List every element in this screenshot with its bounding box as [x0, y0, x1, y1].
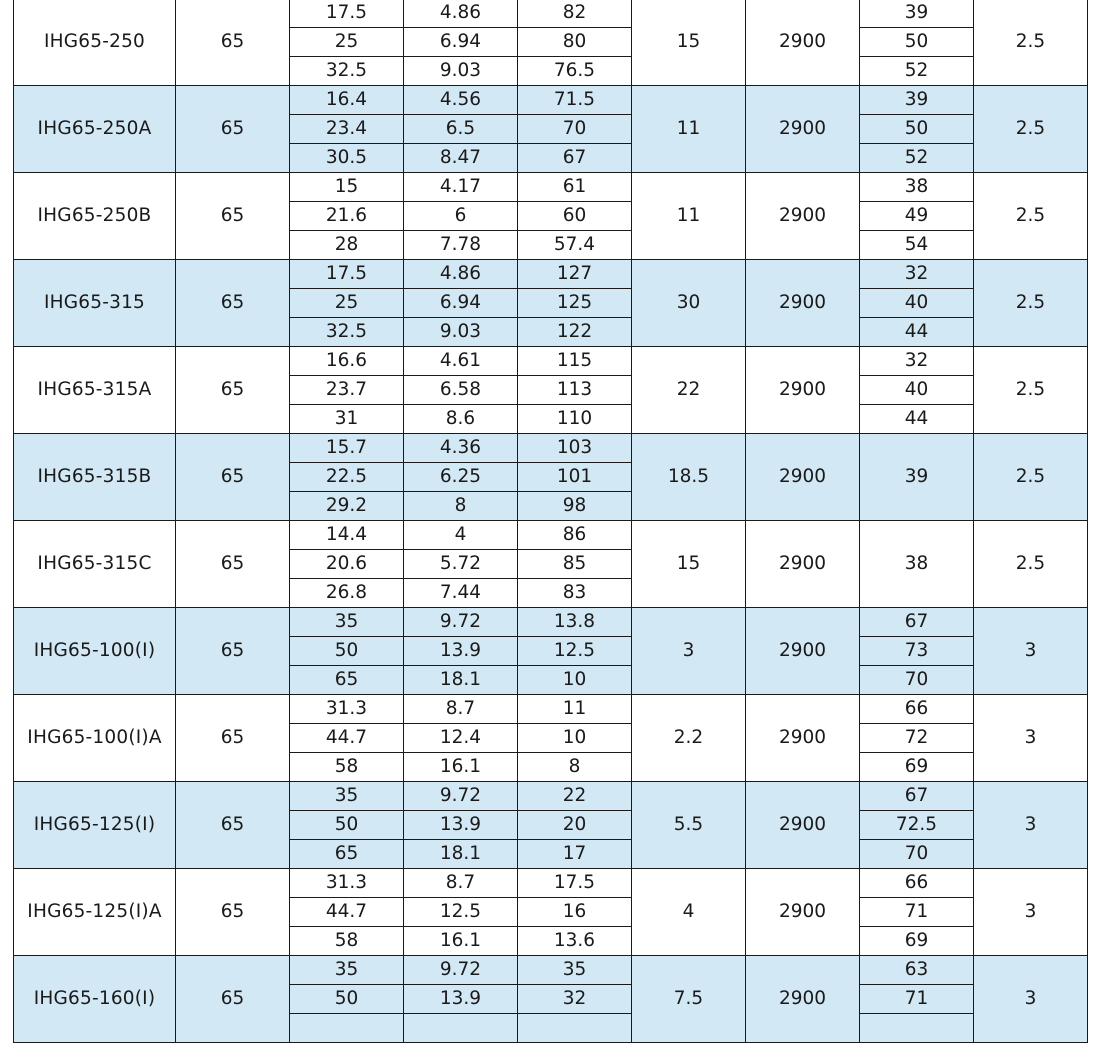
flow-ls-cell: 9.03	[404, 57, 518, 86]
flow-m3h-cell: 58	[290, 927, 404, 956]
flow-m3h-cell: 50	[290, 811, 404, 840]
flow-m3h-cell: 44.7	[290, 898, 404, 927]
pump-table-body	[14, 0, 1088, 1043]
speed-cell: 2900	[746, 434, 860, 521]
head-cell: 76.5	[518, 57, 632, 86]
flow-m3h-cell: 35	[290, 956, 404, 985]
power-cell: 3	[632, 608, 746, 695]
dn-cell: 65	[176, 86, 290, 173]
dn-cell: 65	[176, 173, 290, 260]
flow-m3h-cell: 22.5	[290, 463, 404, 492]
speed-cell: 2900	[746, 608, 860, 695]
head-cell: 83	[518, 579, 632, 608]
head-cell: 17	[518, 840, 632, 869]
speed-cell: 2900	[746, 173, 860, 260]
flow-ls-cell: 12.5	[404, 898, 518, 927]
flow-ls-cell: 6.94	[404, 289, 518, 318]
head-cell: 70	[518, 115, 632, 144]
table-row	[14, 782, 1088, 811]
power-cell: 11	[632, 173, 746, 260]
flow-ls-cell: 16.1	[404, 753, 518, 782]
npshr-cell: 2.5	[974, 347, 1088, 434]
efficiency-cell: 40	[860, 289, 974, 318]
model-cell: IHG65-100(I)A	[14, 695, 176, 782]
model-cell: IHG65-125(I)A	[14, 869, 176, 956]
head-cell: 16	[518, 898, 632, 927]
flow-m3h-cell: 23.7	[290, 376, 404, 405]
flow-m3h-cell: 50	[290, 985, 404, 1014]
head-cell: 17.5	[518, 869, 632, 898]
power-cell: 2.2	[632, 695, 746, 782]
efficiency-cell: 66	[860, 869, 974, 898]
power-cell: 22	[632, 347, 746, 434]
head-cell: 61	[518, 173, 632, 202]
head-cell: 13.8	[518, 608, 632, 637]
efficiency-cell: 63	[860, 956, 974, 985]
head-cell: 32	[518, 985, 632, 1014]
npshr-cell: 3	[974, 956, 1088, 1043]
efficiency-cell	[860, 1014, 974, 1043]
speed-cell: 2900	[746, 695, 860, 782]
table-row	[14, 347, 1088, 376]
power-cell: 18.5	[632, 434, 746, 521]
flow-ls-cell: 6.5	[404, 115, 518, 144]
flow-m3h-cell: 32.5	[290, 57, 404, 86]
flow-ls-cell: 9.72	[404, 782, 518, 811]
flow-ls-cell: 9.03	[404, 318, 518, 347]
efficiency-cell: 52	[860, 144, 974, 173]
flow-m3h-cell: 30.5	[290, 144, 404, 173]
flow-ls-cell: 8.7	[404, 695, 518, 724]
head-cell: 10	[518, 666, 632, 695]
dn-cell: 65	[176, 521, 290, 608]
flow-m3h-cell: 21.6	[290, 202, 404, 231]
flow-ls-cell: 12.4	[404, 724, 518, 753]
efficiency-cell: 39	[860, 86, 974, 115]
flow-m3h-cell: 35	[290, 782, 404, 811]
head-cell: 82	[518, 0, 632, 28]
speed-cell: 2900	[746, 956, 860, 1043]
head-cell: 20	[518, 811, 632, 840]
efficiency-cell: 32	[860, 260, 974, 289]
table-row	[14, 173, 1088, 202]
flow-m3h-cell: 14.4	[290, 521, 404, 550]
npshr-cell: 2.5	[974, 86, 1088, 173]
npshr-cell: 2.5	[974, 521, 1088, 608]
table-row	[14, 521, 1088, 550]
head-cell: 11	[518, 695, 632, 724]
dn-cell: 65	[176, 608, 290, 695]
efficiency-cell: 32	[860, 347, 974, 376]
flow-ls-cell: 4.56	[404, 86, 518, 115]
flow-m3h-cell: 50	[290, 637, 404, 666]
flow-m3h-cell: 15.7	[290, 434, 404, 463]
efficiency-cell: 50	[860, 115, 974, 144]
flow-ls-cell: 4.17	[404, 173, 518, 202]
dn-cell: 65	[176, 782, 290, 869]
head-cell: 122	[518, 318, 632, 347]
head-cell: 8	[518, 753, 632, 782]
head-cell: 101	[518, 463, 632, 492]
dn-cell: 65	[176, 434, 290, 521]
flow-ls-cell: 13.9	[404, 985, 518, 1014]
table-row	[14, 956, 1088, 985]
flow-ls-cell: 4.86	[404, 0, 518, 28]
efficiency-cell: 73	[860, 637, 974, 666]
efficiency-cell: 67	[860, 608, 974, 637]
efficiency-cell: 67	[860, 782, 974, 811]
flow-m3h-cell: 31	[290, 405, 404, 434]
speed-cell: 2900	[746, 347, 860, 434]
flow-ls-cell: 8.6	[404, 405, 518, 434]
head-cell: 86	[518, 521, 632, 550]
model-cell: IHG65-160(I)	[14, 956, 176, 1043]
flow-m3h-cell: 17.5	[290, 260, 404, 289]
flow-m3h-cell	[290, 1014, 404, 1043]
flow-m3h-cell: 16.4	[290, 86, 404, 115]
head-cell: 115	[518, 347, 632, 376]
flow-ls-cell: 6.94	[404, 28, 518, 57]
flow-m3h-cell: 31.3	[290, 869, 404, 898]
head-cell: 71.5	[518, 86, 632, 115]
power-cell: 5.5	[632, 782, 746, 869]
power-cell: 15	[632, 521, 746, 608]
flow-m3h-cell: 44.7	[290, 724, 404, 753]
npshr-cell: 3	[974, 869, 1088, 956]
efficiency-cell: 39	[860, 434, 974, 521]
speed-cell: 2900	[746, 86, 860, 173]
head-cell: 98	[518, 492, 632, 521]
flow-ls-cell	[404, 1014, 518, 1043]
flow-m3h-cell: 65	[290, 840, 404, 869]
efficiency-cell: 72.5	[860, 811, 974, 840]
efficiency-cell: 38	[860, 173, 974, 202]
head-cell: 113	[518, 376, 632, 405]
efficiency-cell: 50	[860, 28, 974, 57]
model-cell: IHG65-315B	[14, 434, 176, 521]
model-cell: IHG65-250	[14, 0, 176, 86]
model-cell: IHG65-250A	[14, 86, 176, 173]
table-row	[14, 434, 1088, 463]
model-cell: IHG65-315C	[14, 521, 176, 608]
head-cell: 85	[518, 550, 632, 579]
head-cell: 10	[518, 724, 632, 753]
head-cell: 125	[518, 289, 632, 318]
table-row	[14, 869, 1088, 898]
table-row	[14, 0, 1088, 28]
efficiency-cell: 72	[860, 724, 974, 753]
flow-ls-cell: 13.9	[404, 811, 518, 840]
model-cell: IHG65-315A	[14, 347, 176, 434]
efficiency-cell: 40	[860, 376, 974, 405]
flow-m3h-cell: 25	[290, 289, 404, 318]
dn-cell: 65	[176, 0, 290, 86]
efficiency-cell: 66	[860, 695, 974, 724]
efficiency-cell: 44	[860, 405, 974, 434]
head-cell: 127	[518, 260, 632, 289]
flow-m3h-cell: 20.6	[290, 550, 404, 579]
power-cell: 30	[632, 260, 746, 347]
flow-ls-cell: 7.78	[404, 231, 518, 260]
head-cell	[518, 1014, 632, 1043]
dn-cell: 65	[176, 956, 290, 1043]
head-cell: 13.6	[518, 927, 632, 956]
flow-m3h-cell: 25	[290, 28, 404, 57]
efficiency-cell: 70	[860, 666, 974, 695]
dn-cell: 65	[176, 260, 290, 347]
flow-ls-cell: 5.72	[404, 550, 518, 579]
head-cell: 57.4	[518, 231, 632, 260]
flow-ls-cell: 4.61	[404, 347, 518, 376]
flow-m3h-cell: 32.5	[290, 318, 404, 347]
flow-m3h-cell: 28	[290, 231, 404, 260]
head-cell: 60	[518, 202, 632, 231]
model-cell: IHG65-315	[14, 260, 176, 347]
speed-cell: 2900	[746, 782, 860, 869]
model-cell: IHG65-250B	[14, 173, 176, 260]
npshr-cell: 3	[974, 608, 1088, 695]
flow-m3h-cell: 26.8	[290, 579, 404, 608]
head-cell: 35	[518, 956, 632, 985]
npshr-cell: 2.5	[974, 0, 1088, 86]
flow-ls-cell: 7.44	[404, 579, 518, 608]
flow-ls-cell: 9.72	[404, 956, 518, 985]
dn-cell: 65	[176, 347, 290, 434]
head-cell: 110	[518, 405, 632, 434]
npshr-cell: 3	[974, 782, 1088, 869]
model-cell: IHG65-125(I)	[14, 782, 176, 869]
power-cell: 15	[632, 0, 746, 86]
efficiency-cell: 44	[860, 318, 974, 347]
flow-ls-cell: 4.36	[404, 434, 518, 463]
head-cell: 67	[518, 144, 632, 173]
flow-ls-cell: 6.25	[404, 463, 518, 492]
flow-m3h-cell: 65	[290, 666, 404, 695]
flow-ls-cell: 8.47	[404, 144, 518, 173]
flow-ls-cell: 8	[404, 492, 518, 521]
efficiency-cell: 70	[860, 840, 974, 869]
npshr-cell: 3	[974, 695, 1088, 782]
npshr-cell: 2.5	[974, 434, 1088, 521]
table-row	[14, 608, 1088, 637]
flow-m3h-cell: 16.6	[290, 347, 404, 376]
model-cell: IHG65-100(I)	[14, 608, 176, 695]
head-cell: 12.5	[518, 637, 632, 666]
flow-m3h-cell: 15	[290, 173, 404, 202]
speed-cell: 2900	[746, 0, 860, 86]
flow-ls-cell: 18.1	[404, 840, 518, 869]
flow-m3h-cell: 31.3	[290, 695, 404, 724]
flow-ls-cell: 4	[404, 521, 518, 550]
flow-ls-cell: 4.86	[404, 260, 518, 289]
efficiency-cell: 52	[860, 57, 974, 86]
flow-ls-cell: 8.7	[404, 869, 518, 898]
power-cell: 7.5	[632, 956, 746, 1043]
efficiency-cell: 38	[860, 521, 974, 608]
speed-cell: 2900	[746, 260, 860, 347]
dn-cell: 65	[176, 869, 290, 956]
npshr-cell: 2.5	[974, 173, 1088, 260]
table-row	[14, 260, 1088, 289]
speed-cell: 2900	[746, 521, 860, 608]
flow-m3h-cell: 29.2	[290, 492, 404, 521]
flow-ls-cell: 18.1	[404, 666, 518, 695]
head-cell: 22	[518, 782, 632, 811]
table-row	[14, 86, 1088, 115]
flow-ls-cell: 13.9	[404, 637, 518, 666]
efficiency-cell: 71	[860, 985, 974, 1014]
power-cell: 4	[632, 869, 746, 956]
speed-cell: 2900	[746, 869, 860, 956]
flow-ls-cell: 6	[404, 202, 518, 231]
efficiency-cell: 49	[860, 202, 974, 231]
efficiency-cell: 69	[860, 753, 974, 782]
efficiency-cell: 69	[860, 927, 974, 956]
dn-cell: 65	[176, 695, 290, 782]
flow-m3h-cell: 58	[290, 753, 404, 782]
efficiency-cell: 71	[860, 898, 974, 927]
flow-ls-cell: 9.72	[404, 608, 518, 637]
table-row	[14, 695, 1088, 724]
flow-m3h-cell: 17.5	[290, 0, 404, 28]
efficiency-cell: 39	[860, 0, 974, 28]
head-cell: 103	[518, 434, 632, 463]
pump-spec-table	[13, 0, 1088, 1043]
efficiency-cell: 54	[860, 231, 974, 260]
npshr-cell: 2.5	[974, 260, 1088, 347]
flow-ls-cell: 16.1	[404, 927, 518, 956]
flow-ls-cell: 6.58	[404, 376, 518, 405]
flow-m3h-cell: 23.4	[290, 115, 404, 144]
flow-m3h-cell: 35	[290, 608, 404, 637]
power-cell: 11	[632, 86, 746, 173]
head-cell: 80	[518, 28, 632, 57]
